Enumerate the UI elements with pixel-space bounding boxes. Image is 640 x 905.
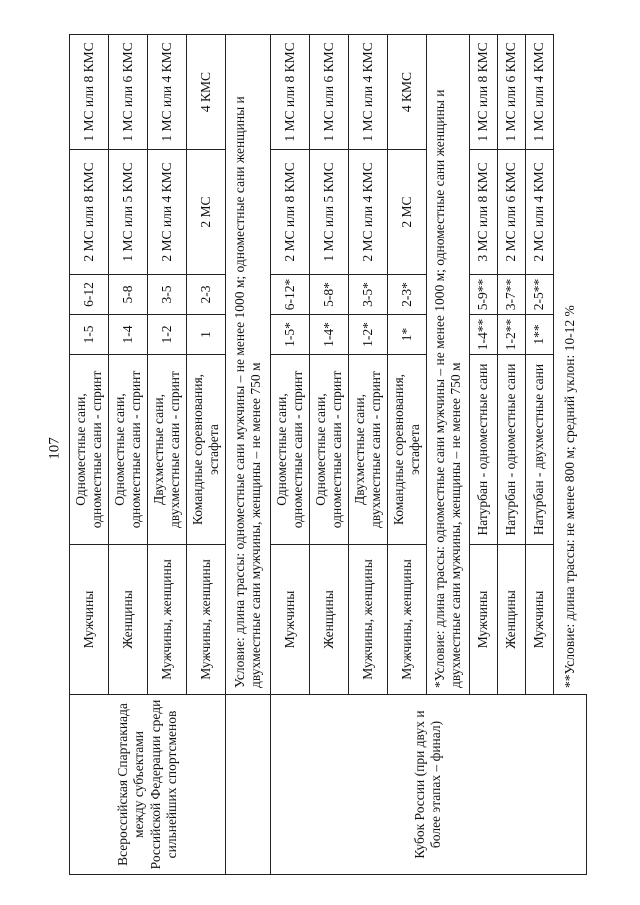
- places-cell: 6-12: [70, 275, 109, 315]
- places-cell: 1-2: [148, 315, 187, 355]
- rank-cell: 1 МС или 5 КМС: [109, 150, 148, 275]
- discipline-cell: Натурбан - одноместные сани: [498, 355, 526, 545]
- gender-cell: Мужчины: [526, 545, 554, 695]
- rank-cell: 1 МС или 4 КМС: [526, 35, 554, 150]
- discipline-cell: Командные соревнования, эстафета: [388, 355, 427, 545]
- places-cell: 1-4: [109, 315, 148, 355]
- places-cell: 5-8*: [310, 275, 349, 315]
- places-cell: 2-3: [187, 275, 226, 315]
- table-row: [271, 35, 310, 875]
- empty-cell: [226, 695, 271, 875]
- rank-cell: 4 КМС: [388, 35, 427, 150]
- places-cell: 5-9**: [470, 275, 498, 315]
- rank-cell: 1 МС или 5 КМС: [310, 150, 349, 275]
- rank-cell: 2 МС или 8 КМС: [70, 150, 109, 275]
- places-cell: 3-7**: [498, 275, 526, 315]
- discipline-cell: Одноместные сани, одноместные сани - спринт: [109, 355, 148, 545]
- rank-cell: 1 МС или 8 КМС: [271, 35, 310, 150]
- rank-cell: 2 МС или 4 КМС: [148, 150, 187, 275]
- places-cell: 1-5: [70, 315, 109, 355]
- places-cell: 1-5*: [271, 315, 310, 355]
- condition-text: Условие: длина трассы: одноместные сани мужчины – не менее 1000 м; одноместные сани женщины и двухместные сани мужчины, женщины – не менее 750 м: [226, 35, 271, 695]
- places-cell: 5-8: [109, 275, 148, 315]
- discipline-cell: Двухместные сани, двухместные сани - спринт: [349, 355, 388, 545]
- places-cell: 1-4*: [310, 315, 349, 355]
- rank-cell: 2 МС: [388, 150, 427, 275]
- places-cell: 6-12*: [271, 275, 310, 315]
- competition-name: Всероссийская Спартакиада между субъектами Российской Федерации среди сильнейших спортсменов: [70, 695, 226, 875]
- places-cell: 3-5: [148, 275, 187, 315]
- rank-cell: 1 МС или 8 КМС: [70, 35, 109, 150]
- rank-cell: 1 МС или 8 КМС: [470, 35, 498, 150]
- places-cell: 1*: [388, 315, 427, 355]
- rank-cell: 2 МС или 4 КМС: [526, 150, 554, 275]
- discipline-cell: Натурбан - двухместные сани: [526, 355, 554, 545]
- rank-cell: 3 МС или 8 КМС: [470, 150, 498, 275]
- footnote-text: **Условие: длина трассы: не менее 800 м; средний уклон: 10-12 %: [561, 305, 577, 688]
- gender-cell: Мужчины: [470, 545, 498, 695]
- places-cell: 1-2*: [349, 315, 388, 355]
- places-cell: 1**: [526, 315, 554, 355]
- rank-cell: 1 МС или 4 КМС: [148, 35, 187, 150]
- gender-cell: Женщины: [310, 545, 349, 695]
- places-cell: 1-2**: [498, 315, 526, 355]
- discipline-cell: Натурбан - одноместные сани: [470, 355, 498, 545]
- rank-cell: 1 МС или 6 КМС: [310, 35, 349, 150]
- places-cell: 1-4**: [470, 315, 498, 355]
- places-cell: 2-3*: [388, 275, 427, 315]
- gender-cell: Мужчины, женщины: [349, 545, 388, 695]
- discipline-cell: Одноместные сани, одноместные сани - спринт: [70, 355, 109, 545]
- gender-cell: Мужчины, женщины: [187, 545, 226, 695]
- places-cell: 1: [187, 315, 226, 355]
- page-number: 107: [46, 437, 63, 460]
- discipline-cell: Одноместные сани, одноместные сани - спринт: [271, 355, 310, 545]
- rank-cell: 2 МС или 8 КМС: [271, 150, 310, 275]
- rotated-page: [69, 35, 577, 875]
- table-row: [70, 35, 109, 875]
- rank-cell: 2 МС или 4 КМС: [349, 150, 388, 275]
- discipline-cell: Командные соревнования, эстафета: [187, 355, 226, 545]
- condition-row: [226, 35, 271, 875]
- discipline-cell: Одноместные сани, одноместные сани - спринт: [310, 355, 349, 545]
- places-cell: 2-5**: [526, 275, 554, 315]
- rank-cell: 4 КМС: [187, 35, 226, 150]
- rank-cell: 2 МС: [187, 150, 226, 275]
- gender-cell: Мужчины: [271, 545, 310, 695]
- norms-table: [69, 34, 587, 875]
- gender-cell: Мужчины, женщины: [388, 545, 427, 695]
- rank-cell: 1 МС или 6 КМС: [498, 35, 526, 150]
- rank-cell: 1 МС или 6 КМС: [109, 35, 148, 150]
- condition-text: *Условие: длина трассы: одноместные сани мужчины – не менее 1000 м; одноместные сани женщины и двухместные сани мужчины, женщины – не менее 750 м: [427, 35, 470, 695]
- competition-name: Кубок России (при двух и более этапах – финал): [271, 695, 587, 875]
- gender-cell: Мужчины: [70, 545, 109, 695]
- gender-cell: Женщины: [109, 545, 148, 695]
- discipline-cell: Двухместные сани, двухместные сани - спринт: [148, 355, 187, 545]
- gender-cell: Женщины: [498, 545, 526, 695]
- section-2: [271, 35, 587, 875]
- gender-cell: Мужчины, женщины: [148, 545, 187, 695]
- section-1: [70, 35, 271, 875]
- places-cell: 3-5*: [349, 275, 388, 315]
- rank-cell: 2 МС или 6 КМС: [498, 150, 526, 275]
- rank-cell: 1 МС или 4 КМС: [349, 35, 388, 150]
